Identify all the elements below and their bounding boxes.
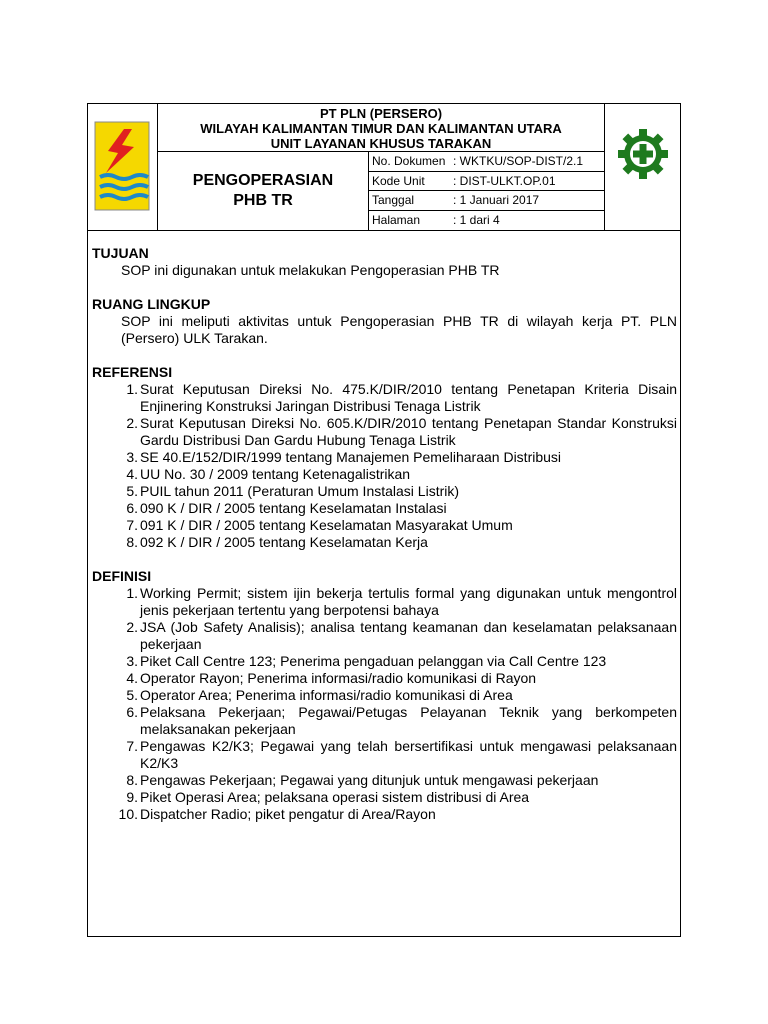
list-text: UU No. 30 / 2009 tentang Ketenagalistrikan [140,466,411,482]
section-heading: DEFINISI [92,568,152,584]
list-item [92,772,677,789]
list-text: Operator Rayon; Penerima informasi/radio komunikasi di Rayon [140,670,537,686]
list-text: 091 K / DIR / 2005 tentang Keselamatan Masyarakat Umum [140,517,513,533]
list-text: Piket Call Centre 123; Penerima pengaduan pelanggan via Call Centre 123 [140,653,607,669]
meta-row-date [369,191,604,211]
section-heading: RUANG LINGKUP [92,296,211,312]
list-number: 7. [126,738,138,754]
title-line-2: PHB TR [233,192,293,209]
list-item [92,500,677,517]
section-ruang-lingkup [92,296,677,347]
section-heading: TUJUAN [92,245,149,261]
list-text: Dispatcher Radio; piket pengatur di Area/Rayon [140,806,436,822]
org-line-1: PT PLN (PERSERO) [319,106,443,121]
list-number: 2. [126,415,138,431]
document-frame [87,103,681,937]
section-definisi [92,568,677,823]
title-line-1: PENGOPERASIAN [192,172,334,189]
k3-gear-cross-icon [617,128,669,180]
list-item [92,517,677,534]
list-number: 7. [126,517,138,533]
list-number: 3. [126,653,138,669]
list-item [92,738,677,772]
meta-label: Kode Unit [372,173,425,188]
section-heading: REFERENSI [92,364,173,380]
meta-row-unit-code [369,172,604,192]
list-number: 4. [126,466,138,482]
definisi-list [92,585,677,823]
list-number: 8. [126,772,138,788]
document-body [92,245,677,840]
list-number: 1. [126,585,138,601]
list-number: 6. [126,500,138,516]
list-number: 1. [126,381,138,397]
section-text: SOP ini digunakan untuk melakukan Pengoperasian PHB TR [121,262,500,278]
list-item [92,670,677,687]
list-item [92,483,677,500]
meta-value: : 1 dari 4 [453,212,500,227]
list-text: Surat Keputusan Direksi No. 475.K/DIR/2010 tentang Penetapan Kriteria Disain Enjinering Konstruksi Jaringan Distribusi Tenaga Listrik [140,381,677,414]
list-number: 3. [126,449,138,465]
meta-row-document-number [369,152,604,172]
list-number: 9. [126,789,138,805]
meta-value: : WKTKU/SOP-DIST/2.1 [453,154,584,168]
list-item [92,381,677,415]
meta-value: : DIST-ULKT.OP.01 [453,173,556,188]
pln-logo [88,104,158,230]
list-item [92,449,677,466]
list-text: SE 40.E/152/DIR/1999 tentang Manajemen Pemeliharaan Distribusi [140,449,562,465]
list-text: Working Permit; sistem ijin bekerja tertulis formal yang digunakan untuk mengontrol jenis pekerjaan tertentu yang berpotensi bahaya [140,585,677,618]
list-number: 5. [126,483,138,499]
document-title [158,152,369,230]
list-text: JSA (Job Safety Analisis); analisa tentang keamanan dan keselamatan pelaksanaan pekerjaan [140,619,677,652]
meta-value: : 1 Januari 2017 [453,193,540,207]
document-header [88,104,680,231]
list-item [92,806,677,823]
meta-label: Halaman [372,212,421,227]
pln-lightning-icon [94,121,150,211]
organization-name [158,104,604,152]
list-number: 6. [126,704,138,720]
list-number: 5. [126,687,138,703]
list-item [92,619,677,653]
list-text: Piket Operasi Area; pelaksana operasi sistem distribusi di Area [140,789,530,805]
referensi-list [92,381,677,551]
list-number: 8. [126,534,138,550]
list-text: 090 K / DIR / 2005 tentang Keselamatan Instalasi [140,500,447,516]
section-referensi [92,364,677,551]
list-item [92,789,677,806]
list-item [92,585,677,619]
list-item [92,466,677,483]
list-text: Pengawas K2/K3; Pegawai yang telah bersertifikasi untuk mengawasi pelaksanaan K2/K3 [140,738,677,771]
document-meta-table [369,152,604,230]
meta-label: No. Dokumen [372,154,446,168]
list-text: Pengawas Pekerjaan; Pegawai yang ditunjuk untuk mengawasi pekerjaan [140,772,599,788]
list-text: Pelaksana Pekerjaan; Pegawai/Petugas Pelayanan Teknik yang berkompeten melaksanakan pekerjaan [140,704,677,737]
org-line-3: UNIT LAYANAN KHUSUS TARAKAN [270,136,492,151]
org-line-2: WILAYAH KALIMANTAN TIMUR DAN KALIMANTAN UTARA [200,121,562,136]
list-text: Operator Area; Penerima informasi/radio komunikasi di Area [140,687,513,703]
list-item [92,534,677,551]
list-number: 2. [126,619,138,635]
section-text: SOP ini meliputi aktivitas untuk Pengoperasian PHB TR di wilayah kerja PT. PLN (Persero) ULK Tarakan. [121,313,677,346]
list-item [92,415,677,449]
list-text: 092 K / DIR / 2005 tentang Keselamatan Kerja [140,534,428,550]
list-text: PUIL tahun 2011 (Peraturan Umum Instalasi Listrik) [140,483,460,499]
k3-logo [604,104,680,230]
list-text: Surat Keputusan Direksi No. 605.K/DIR/2010 tentang Penetapan Standar Konstruksi Gardu Distribusi Dan Gardu Hubung Tenaga Listrik [140,415,677,448]
section-tujuan [92,245,677,279]
meta-row-page [369,211,604,231]
list-item [92,704,677,738]
list-number: 10. [118,806,138,822]
list-item [92,653,677,670]
list-number: 4. [126,670,138,686]
list-item [92,687,677,704]
meta-label: Tanggal [372,193,415,207]
